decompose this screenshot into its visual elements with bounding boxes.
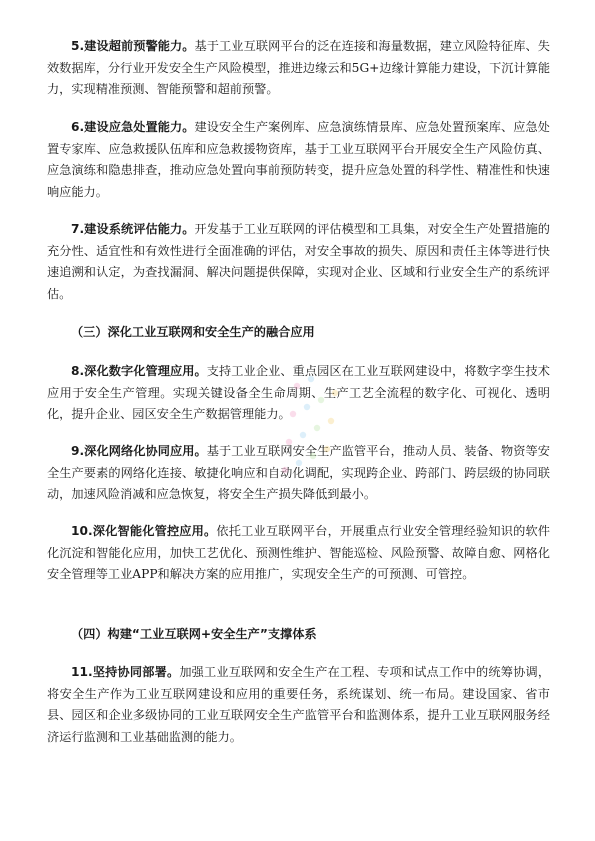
paragraph-5	[47, 36, 550, 101]
paragraph-6	[47, 117, 550, 203]
paragraph-lead: 10.深化智能化管控应用。	[71, 524, 217, 538]
paragraph-lead: 9.深化网络化协同应用。	[71, 444, 207, 458]
paragraph-body: 支持工业企业、重点园区在工业互联网建设中，将数字孪生技术应用于安全生产管理。实现关键设备全生命周期、生产工艺全流程的数字化、可视化、透明化，提升企业、园区安全生产数据管理能力。	[47, 364, 550, 421]
paragraph-10	[47, 521, 550, 586]
paragraph-9	[47, 441, 550, 506]
paragraph-lead: 11.坚持协同部署。	[71, 665, 180, 679]
paragraph-body: 基于工业互联网安全生产监管平台，推动人员、装备、物资等安全生产要素的网络化连接、敏捷化响应和自动化调配，实现跨企业、跨部门、跨层级的协同联动，加速风险消减和应急恢复，将安全生产损失降低到最小。	[47, 444, 550, 501]
paragraph-lead: 5.建设超前预警能力。	[71, 39, 195, 53]
section-heading-4: （四）构建“工业互联网+安全生产”支撑体系	[71, 627, 317, 641]
paragraph-body: 基于工业互联网平台的泛在连接和海量数据，建立风险特征库、失效数据库，分行业开发安全生产风险模型，推进边缘云和5G+边缘计算能力建设，下沉计算能力，实现精准预测、智能预警和超前预警。	[47, 39, 551, 96]
watermark-dot	[314, 425, 320, 431]
paragraph-11	[47, 662, 550, 748]
paragraph-lead: 8.深化数字化管理应用。	[71, 364, 207, 378]
watermark-dot	[300, 432, 306, 438]
paragraph-lead: 6.建设应急处置能力。	[71, 120, 195, 134]
section-heading-3: （三）深化工业互联网和安全生产的融合应用	[71, 325, 315, 339]
paragraph-7	[47, 219, 550, 305]
paragraph-lead: 7.建设系统评估能力。	[71, 222, 195, 236]
paragraph-body: 加强工业互联网和安全生产在工程、专项和试点工作中的统筹协调，将安全生产作为工业互联网建设和应用的重要任务，系统谋划、统一布局。建设国家、省市县、园区和企业多级协同的工业互联网安全生产监管平台和监测体系，提升工业互联网服务经济运行监测和工业基础监测的能力。	[47, 665, 551, 744]
paragraph-body: 建设安全生产案例库、应急演练情景库、应急处置预案库、应急处置专家库、应急救援队伍库和应急救援物资库，基于工业互联网平台开展安全生产风险仿真、应急演练和隐患排查，推动应急处置向事前预防转变，提升应急处置的科学性、精准性和快速响应能力。	[47, 120, 550, 199]
paragraph-body: 开发基于工业互联网的评估模型和工具集，对安全生产处置措施的充分性、适宜性和有效性进行全面准确的评估，对安全事故的损失、原因和责任主体等进行快速追溯和认定，为查找漏洞、解决问题提供保障，实现对企业、区域和行业安全生产的系统评估。	[47, 222, 550, 301]
paragraph-body: 依托工业互联网平台，开展重点行业安全管理经验知识的软件化沉淀和智能化应用，加快工艺优化、预测性维护、智能巡检、风险预警、故障自愈、网格化安全管理等工业APP和解决方案的应用推广，实现安全生产的可预测、可管控。	[47, 524, 550, 581]
paragraph-8	[47, 361, 550, 426]
